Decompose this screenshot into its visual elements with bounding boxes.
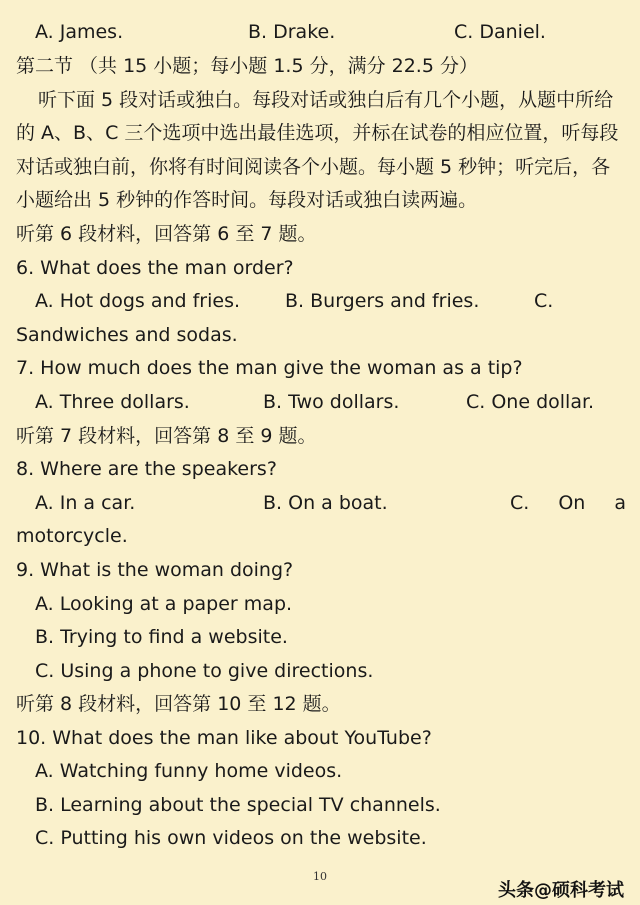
question-6: 6. What does the man order? bbox=[16, 257, 294, 279]
option-b: B. On a boat. bbox=[263, 492, 388, 514]
page-number: 10 bbox=[313, 870, 327, 883]
instruction-line-2: 的 A、B、C 三个选项中选出最佳选项，并标在试卷的相应位置，听每段 bbox=[16, 122, 619, 144]
option-b: B. Two dollars. bbox=[263, 391, 400, 413]
material-8-heading: 听第 8 段材料，回答第 10 至 12 题。 bbox=[16, 693, 341, 715]
option-c: C. Daniel. bbox=[454, 21, 546, 43]
option-a: A. In a car. bbox=[35, 492, 136, 514]
question-9: 9. What is the woman doing? bbox=[16, 559, 294, 581]
option-a: A. Looking at a paper map. bbox=[35, 593, 293, 615]
option-c-word: C. bbox=[510, 492, 530, 514]
option-c: C. bbox=[534, 290, 554, 312]
question-6-option-c-continued: Sandwiches and sodas. bbox=[16, 324, 238, 346]
option-c: C. Putting his own videos on the website. bbox=[35, 827, 427, 849]
section-heading: 第二节 （共 15 小题；每小题 1.5 分，满分 22.5 分） bbox=[16, 55, 478, 77]
material-7-heading: 听第 7 段材料，回答第 8 至 9 题。 bbox=[16, 425, 317, 447]
option-b: B. Drake. bbox=[248, 21, 336, 43]
option-b: B. Learning about the special TV channels. bbox=[35, 794, 441, 816]
option-a: A. Hot dogs and fries. bbox=[35, 290, 241, 312]
option-c: C. One dollar. bbox=[466, 391, 595, 413]
option-c-word: a bbox=[614, 492, 626, 514]
question-8: 8. Where are the speakers? bbox=[16, 458, 277, 480]
option-a: A. James. bbox=[35, 21, 124, 43]
option-a: A. Watching funny home videos. bbox=[35, 760, 343, 782]
instruction-line-1: 听下面 5 段对话或独白。每段对话或独白后有几个小题，从题中所给 bbox=[38, 89, 614, 111]
option-c: C. Using a phone to give directions. bbox=[35, 660, 374, 682]
instruction-line-3: 对话或独白前，你将有时间阅读各个小题。每小题 5 秒钟；听完后，各 bbox=[16, 156, 611, 178]
option-b: B. Burgers and fries. bbox=[285, 290, 480, 312]
option-c-word: On bbox=[558, 492, 586, 514]
option-a: A. Three dollars. bbox=[35, 391, 190, 413]
instruction-line-4: 小题给出 5 秒钟的作答时间。每段对话或独白读两遍。 bbox=[16, 189, 478, 211]
material-6-heading: 听第 6 段材料，回答第 6 至 7 题。 bbox=[16, 223, 317, 245]
question-8-option-c-continued: motorcycle. bbox=[16, 525, 128, 547]
option-b: B. Trying to find a website. bbox=[35, 626, 288, 648]
question-7: 7. How much does the man give the woman as a tip? bbox=[16, 357, 523, 379]
option-c bbox=[510, 491, 626, 515]
watermark: 头条@硕科考试 bbox=[498, 880, 624, 901]
question-10: 10. What does the man like about YouTube? bbox=[16, 727, 432, 749]
